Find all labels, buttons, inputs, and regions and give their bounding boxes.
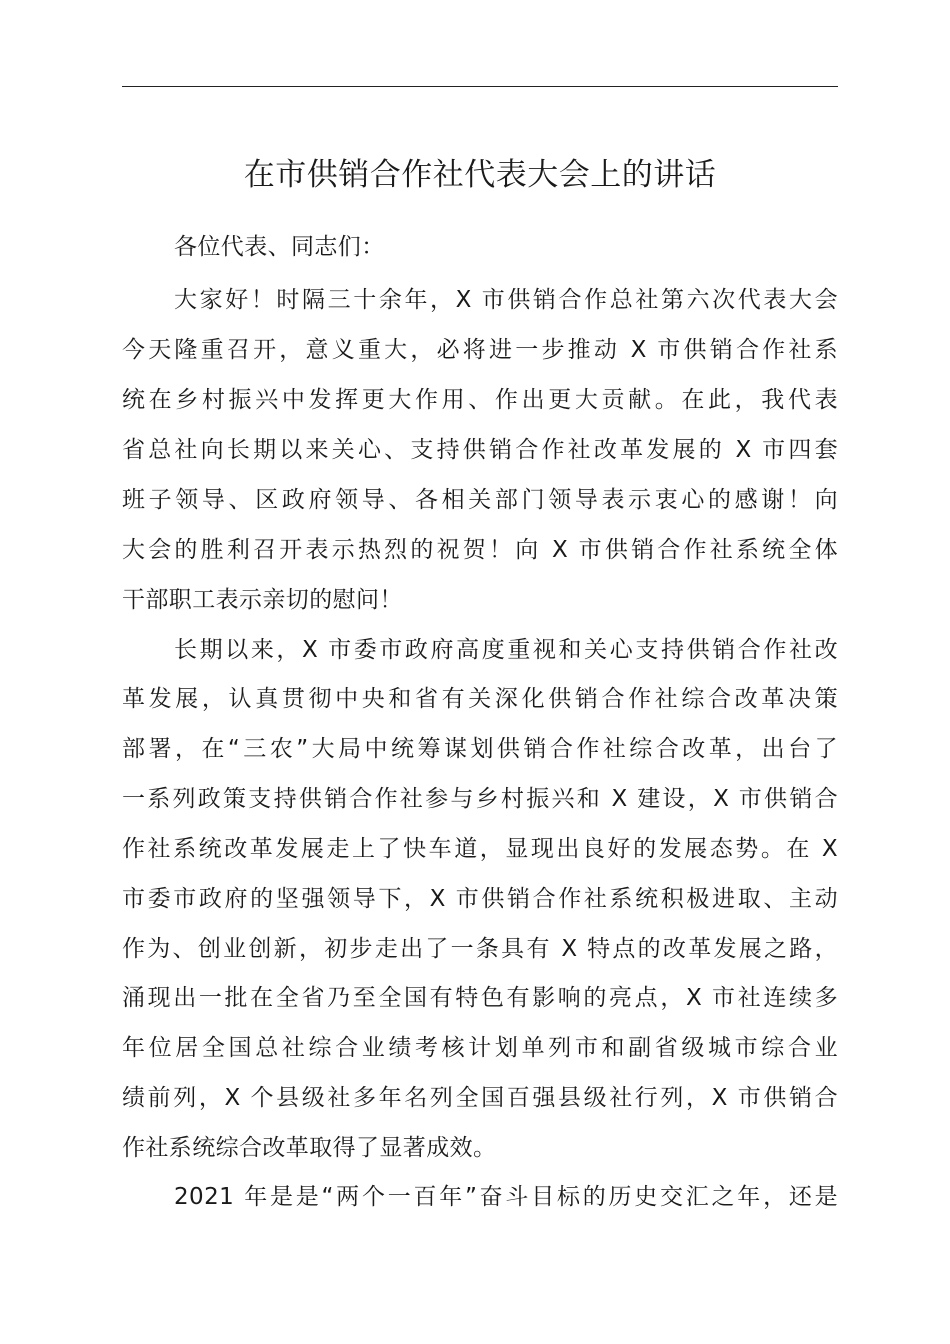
text-line: 班子领导、区政府领导、各相关部门领导表示衷心的感谢！向 [122,487,838,513]
text-line: 今天隆重召开，意义重大，必将进一步推动 X 市供销合作社系 [122,337,838,363]
text-line: 作社系统改革发展走上了快车道，显现出良好的发展态势。在 X [122,836,838,862]
text-line: 大会的胜利召开表示热烈的祝贺！向 X 市供销合作社系统全体 [122,537,838,563]
page-title: 在市供销合作社代表大会上的讲话 [243,157,717,193]
text-line: 统在乡村振兴中发挥更大作用、作出更大贡献。在此，我代表 [122,387,838,413]
text-line: 涌现出一批在全省乃至全国有特色有影响的亮点，X 市社连续多 [122,985,838,1011]
text-line: 绩前列，X 个县级社多年名列全国百强县级社行列，X 市供销合 [122,1085,838,1111]
text-line: 年位居全国总社综合业绩考核计划单列市和副省级城市综合业 [122,1035,838,1061]
text-line: 部署，在“三农”大局中统筹谋划供销合作社综合改革，出台了 [122,736,838,762]
salutation: 各位代表、同志们： [174,234,385,260]
text-line: 市委市政府的坚强领导下，X 市供销合作社系统积极进取、主动 [122,886,838,912]
text-line: 干部职工表示亲切的慰问！ [122,587,403,613]
text-line: 作为、创业创新，初步走出了一条具有 X 特点的改革发展之路， [122,936,838,962]
text-line: 2021 年是是“两个一百年”奋斗目标的历史交汇之年，还是 [174,1184,838,1210]
header-rule [122,86,838,87]
text-line: 大家好！时隔三十余年，X 市供销合作总社第六次代表大会 [174,287,838,313]
text-line: 作社系统综合改革取得了显著成效。 [122,1135,497,1161]
text-line: 一系列政策支持供销合作社参与乡村振兴和 X 建设，X 市供销合 [122,786,838,812]
text-line: 省总社向长期以来关心、支持供销合作社改革发展的 X 市四套 [122,437,838,463]
text-line: 长期以来，X 市委市政府高度重视和关心支持供销合作社改 [174,637,838,663]
text-line: 革发展，认真贯彻中央和省有关深化供销合作社综合改革决策 [122,686,838,712]
